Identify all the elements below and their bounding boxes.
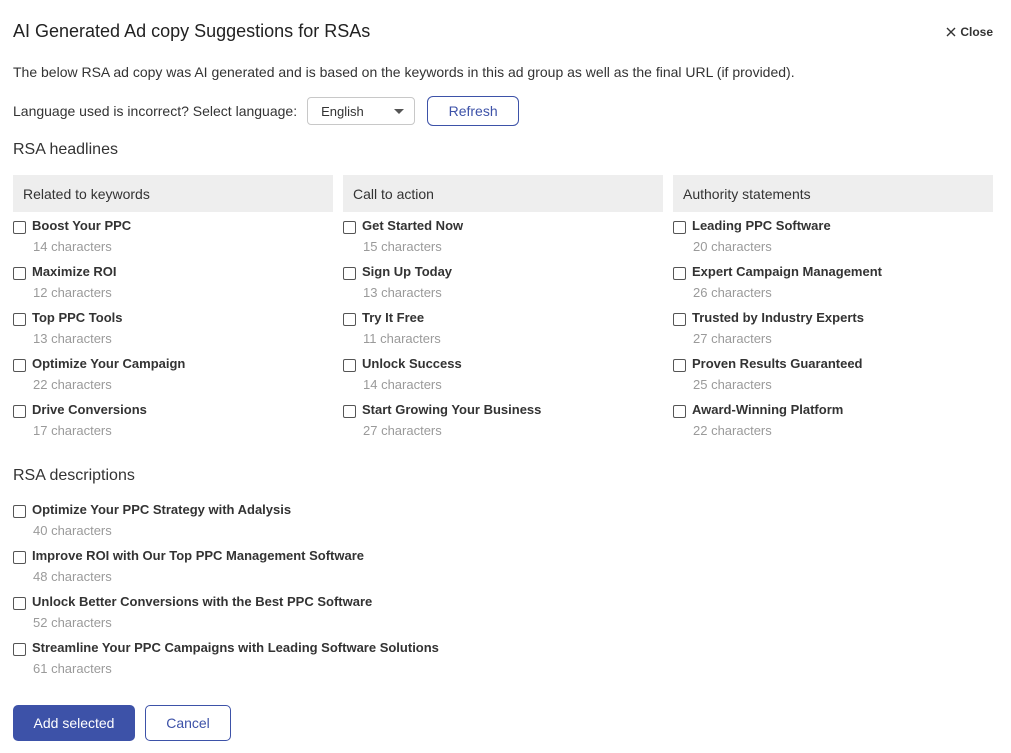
item-checkbox[interactable] — [673, 313, 686, 326]
item-checkbox[interactable] — [13, 643, 26, 656]
item-checkbox[interactable] — [13, 597, 26, 610]
column-header: Call to action — [343, 175, 663, 212]
item-checkbox[interactable] — [13, 505, 26, 518]
character-count: 26 characters — [693, 285, 772, 300]
list-item — [343, 350, 663, 396]
list-item — [673, 212, 993, 258]
headline-column — [343, 175, 663, 442]
list-item — [343, 258, 663, 304]
descriptions-list — [13, 496, 613, 680]
list-item — [673, 258, 993, 304]
close-icon — [946, 27, 956, 37]
character-count: 12 characters — [33, 285, 112, 300]
character-count: 27 characters — [693, 331, 772, 346]
item-checkbox[interactable] — [13, 551, 26, 564]
item-label[interactable]: Boost Your PPC — [32, 218, 132, 233]
cancel-button[interactable]: Cancel — [145, 705, 231, 741]
item-checkbox[interactable] — [13, 221, 26, 234]
item-checkbox[interactable] — [13, 359, 26, 372]
add-selected-button[interactable]: Add selected — [13, 705, 135, 741]
item-checkbox[interactable] — [13, 313, 26, 326]
character-count: 40 characters — [33, 523, 112, 538]
character-count: 13 characters — [33, 331, 112, 346]
item-label[interactable]: Start Growing Your Business — [362, 402, 542, 417]
list-item — [13, 258, 333, 304]
item-label[interactable]: Optimize Your PPC Strategy with Adalysis — [32, 502, 292, 517]
character-count: 48 characters — [33, 569, 112, 584]
character-count: 14 characters — [33, 239, 112, 254]
language-select[interactable] — [307, 97, 415, 125]
list-item — [673, 304, 993, 350]
descriptions-section-title: RSA descriptions — [13, 467, 135, 484]
item-label[interactable]: Award-Winning Platform — [692, 402, 844, 417]
item-label[interactable]: Expert Campaign Management — [692, 264, 882, 279]
item-label[interactable]: Unlock Better Conversions with the Best PPC Software — [32, 594, 373, 609]
item-label[interactable]: Leading PPC Software — [692, 218, 831, 233]
list-item — [673, 396, 993, 442]
item-checkbox[interactable] — [343, 313, 356, 326]
item-label[interactable]: Streamline Your PPC Campaigns with Leading Software Solutions — [32, 640, 439, 655]
character-count: 17 characters — [33, 423, 112, 438]
headlines-section-title: RSA headlines — [13, 141, 118, 158]
item-label[interactable]: Top PPC Tools — [32, 310, 123, 325]
item-checkbox[interactable] — [673, 267, 686, 280]
list-item — [13, 304, 333, 350]
item-label[interactable]: Drive Conversions — [32, 402, 147, 417]
item-label[interactable]: Optimize Your Campaign — [32, 356, 186, 371]
close-button[interactable] — [946, 25, 993, 39]
item-checkbox[interactable] — [343, 267, 356, 280]
character-count: 20 characters — [693, 239, 772, 254]
item-label[interactable]: Proven Results Guaranteed — [692, 356, 863, 371]
character-count: 52 characters — [33, 615, 112, 630]
character-count: 13 characters — [363, 285, 442, 300]
item-checkbox[interactable] — [673, 405, 686, 418]
list-item — [13, 350, 333, 396]
item-label[interactable]: Maximize ROI — [32, 264, 117, 279]
intro-text: The below RSA ad copy was AI generated and is based on the keywords in this ad group as well as the final URL (if provided). — [13, 64, 795, 80]
headline-column — [673, 175, 993, 442]
list-item — [13, 396, 333, 442]
list-item — [13, 542, 613, 588]
list-item — [13, 588, 613, 634]
list-item — [673, 350, 993, 396]
item-label[interactable]: Get Started Now — [362, 218, 464, 233]
character-count: 61 characters — [33, 661, 112, 676]
item-label[interactable]: Improve ROI with Our Top PPC Management Software — [32, 548, 365, 563]
character-count: 22 characters — [693, 423, 772, 438]
dialog-title: AI Generated Ad copy Suggestions for RSAs — [13, 21, 371, 41]
list-item — [13, 212, 333, 258]
item-checkbox[interactable] — [13, 405, 26, 418]
list-item — [343, 396, 663, 442]
language-prompt: Language used is incorrect? Select language: — [13, 103, 298, 119]
character-count: 22 characters — [33, 377, 112, 392]
list-item — [343, 212, 663, 258]
character-count: 14 characters — [363, 377, 442, 392]
character-count: 25 characters — [693, 377, 772, 392]
item-label[interactable]: Try It Free — [362, 310, 425, 325]
item-checkbox[interactable] — [343, 405, 356, 418]
column-header: Related to keywords — [13, 175, 333, 212]
refresh-button[interactable]: Refresh — [427, 96, 519, 126]
item-checkbox[interactable] — [343, 221, 356, 234]
list-item — [343, 304, 663, 350]
item-label[interactable]: Sign Up Today — [362, 264, 453, 279]
headline-column — [13, 175, 333, 442]
list-item — [13, 496, 613, 542]
item-checkbox[interactable] — [343, 359, 356, 372]
item-checkbox[interactable] — [673, 359, 686, 372]
column-header: Authority statements — [673, 175, 993, 212]
close-label: Close — [960, 25, 993, 39]
item-label[interactable]: Trusted by Industry Experts — [692, 310, 864, 325]
item-label[interactable]: Unlock Success — [362, 356, 462, 371]
character-count: 15 characters — [363, 239, 442, 254]
character-count: 11 characters — [363, 331, 441, 346]
item-checkbox[interactable] — [673, 221, 686, 234]
chevron-down-icon — [394, 109, 404, 114]
list-item — [13, 634, 613, 680]
language-row — [13, 96, 519, 126]
language-select-value: English — [321, 103, 364, 119]
character-count: 27 characters — [363, 423, 442, 438]
item-checkbox[interactable] — [13, 267, 26, 280]
